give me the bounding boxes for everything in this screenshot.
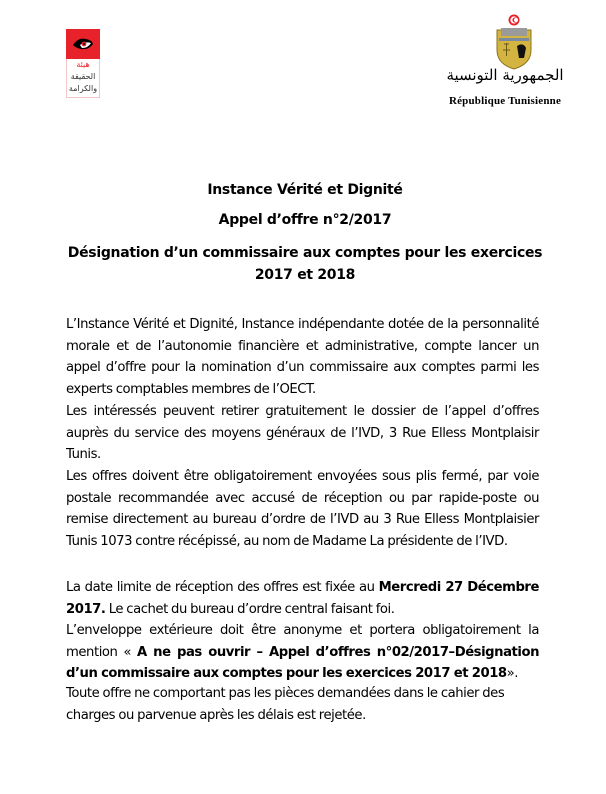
deadline-suffix: Le cachet du bureau d’ordre central faisant foi. xyxy=(105,601,395,617)
ivd-logo-line-1: هيئة xyxy=(76,60,90,69)
tender-number-title: Appel d’offre n°2/2017 xyxy=(218,212,392,228)
french-republic-label: République Tunisienne xyxy=(448,95,562,107)
arabic-republic-label: الجمهورية التونسية xyxy=(446,66,564,84)
paragraph-submission-method: Les offres doivent être obligatoirement envoyées sous plis fermé, par voie postale recommandée avec accusé de réception ou par rapide-poste ou remise directement au bureau d’ordre de l’IVD au 3 Rue Elless Montplaisier Tunis 1073 contre récépissé, au nom de Madame La présidente de l’IVD. xyxy=(66,469,539,549)
paragraph-introduction: L’Instance Vérité et Dignité, Instance indépendante dotée de la personnalité morale et de l’autonomie financière et administrative, compte lancer un appel d’offre pour la nomination d’un commissaire aux comptes parmi les experts comptables membres de l’OECT. xyxy=(66,317,539,397)
paragraph-rejection-rule: Toute offre ne comportant pas les pièces demandées dans le cahier des charges ou parvenue après les délais est rejetée. xyxy=(66,686,505,723)
deadline-date: Mercredi 27 Décembre 2017. xyxy=(66,580,539,617)
paragraph-dossier-retrieval: Les intéressés peuvent retirer gratuitement le dossier de l’appel d’offres auprès du service des moyens généraux de l’IVD, 3 Rue Elless Montplaisir Tunis. xyxy=(66,404,539,462)
tender-subject-title: Désignation d’un commissaire aux comptes pour les exercices 2017 et 2018 xyxy=(67,245,543,283)
ivd-logo-line-3: والكرامة xyxy=(68,84,98,93)
envelope-prefix: L’enveloppe extérieure doit être anonyme et portera obligatoirement la mention « xyxy=(66,623,539,660)
tunisia-emblem-icon xyxy=(493,14,535,70)
institution-title: Instance Vérité et Dignité xyxy=(207,182,403,198)
paragraph-envelope-mention xyxy=(66,620,539,685)
eye-icon xyxy=(72,37,94,51)
envelope-suffix: ». xyxy=(506,666,519,681)
paragraph-deadline xyxy=(66,577,539,620)
ivd-logo xyxy=(66,29,100,97)
deadline-prefix: La date limite de réception des offres est fixée au xyxy=(66,580,379,595)
ivd-logo-line-2: الحقيقة xyxy=(70,72,96,81)
envelope-mention: A ne pas ouvrir – Appel d’offres n°02/2017–Désignation d’un commissaire aux comptes pour les exercices 2017 et 2018 xyxy=(66,644,540,681)
